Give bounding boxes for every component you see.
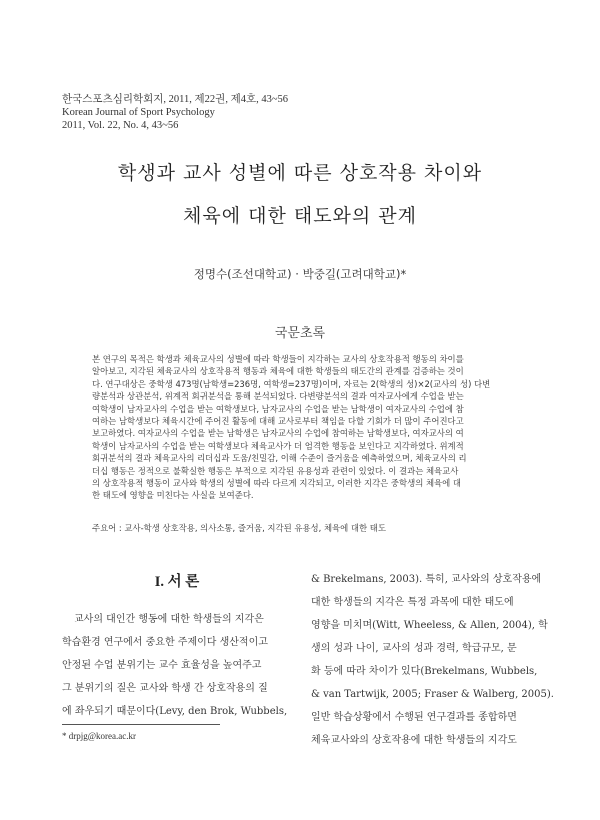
abstract-line: 알아보고, 지각된 체육교사의 상호작용적 행동과 체육에 대한 학생들의 태도간의 관계를 검증하는 것이: [92, 366, 464, 377]
abstract-line: 더십 행동은 정적으로 불확실한 행동은 부적으로 지각된 유용성과 관련이 있었다. 이 결과는 체육교사: [92, 465, 459, 476]
footnote-divider: [62, 724, 220, 725]
abstract-heading: 국문초록: [274, 326, 326, 341]
paper-title-line-2: 체육에 대한 태도와의 관계: [182, 205, 417, 227]
body-line: 일반 학습상황에서 수행된 연구결과를 종합하면: [311, 712, 517, 723]
keywords: 주요어 : 교사-학생 상호작용, 의사소통, 즐거움, 지각된 유용성, 체육에 대한 태도: [92, 523, 386, 533]
abstract-line: 다. 연구대상은 중학생 473명(남학생=236명, 여학생=237명)이며, 자료는 2(학생의 성)×2(교사의 성) 다변: [92, 378, 491, 389]
abstract-body: [92, 353, 512, 502]
body-line: 교사의 대인간 행동에 대한 학생들의 지각은: [74, 614, 264, 625]
body-line: 영향을 미치며(Witt, Wheeless, & Allen, 2004), 학: [311, 620, 548, 631]
abstract-line: 여하는 남학생보다 체육시간에 주어진 활동에 대해 교사로부터 책임을 다할 기회가 더 많이 주어진다고: [92, 416, 464, 427]
body-left-column: [62, 608, 292, 723]
journal-header: [62, 93, 288, 132]
body-line: & van Tartwijk, 2005; Fraser & Walberg, 2005).: [311, 689, 554, 700]
section-title: I. 서 론: [154, 574, 200, 590]
abstract-line: 본 연구의 목적은 학생과 체육교사의 성별에 따라 학생들이 지각하는 교사의 상호작용적 행동의 차이를: [92, 354, 464, 364]
footnote-email: * drpjg@korea.ac.kr: [62, 731, 137, 741]
body-line: 화 등에 따라 차이가 있다(Brekelmans, Wubbels,: [311, 666, 538, 677]
authors: 정명수(조선대학교) · 박중길(고려대학교)*: [193, 267, 407, 281]
body-line: 에 좌우되기 때문이다(Levy, den Brok, Wubbels,: [62, 706, 288, 717]
abstract-line: 학생이 남자교사의 수업을 받는 여학생보다 체육교사가 더 엄격한 행동을 보인다고 지각하였다. 위계적: [92, 440, 464, 451]
journal-header-english: Korean Journal of Sport Psychology: [62, 107, 215, 118]
abstract-line: 의 상호작용적 행동이 교사와 학생의 성별에 따라 다르게 지각되고, 이러한 지각은 중학생의 체육에 대: [92, 478, 461, 489]
body-line: 안정된 수업 분위기는 교수 효율성을 높여주고: [62, 660, 262, 671]
journal-header-korean: 한국스포츠심리학회지, 2011, 제22권, 제4호, 43~56: [62, 94, 289, 105]
journal-volume: 2011, Vol. 22, No. 4, 43~56: [62, 120, 179, 131]
body-line: 그 분위기의 질은 교사와 학생 간 상호작용의 질: [62, 683, 268, 694]
paper-title-line-1: 학생과 교사 성별에 따른 상호작용 차이와: [117, 162, 483, 184]
abstract-line: 보고하였다. 여자교사의 수업을 받는 남학생은 남자교사의 수업에 참여하는 남학생보다, 여자교사의 여: [92, 428, 464, 439]
body-line: 생의 성과 나이, 교사의 성과 경력, 학급규모, 문: [311, 643, 517, 654]
abstract-line: 회귀분석의 결과 체육교사의 리더십과 도움/친밀감, 이해 수준이 즐거움을 예측하였으며, 체육교사의 리: [92, 453, 467, 464]
abstract-line: 량분석과 상관분석, 위계적 회귀분석을 통해 분석되었다. 다변량분석의 결과 여자교사에게 수업을 받는: [92, 391, 464, 402]
body-line: 체육교사와의 상호작용에 대한 학생들의 지각도: [311, 735, 517, 746]
abstract-line: 한 태도에 영향을 미친다는 사실을 보여준다.: [92, 490, 254, 501]
abstract-line: 여학생이 남자교사의 수업을 받는 여학생보다, 남자교사의 수업을 받는 남학생이 여자교사의 수업에 참: [92, 403, 464, 414]
body-line: 학습환경 연구에서 중요한 주제이다 생산적이고: [62, 637, 268, 648]
body-line: 대한 학생들의 지각은 특정 과목에 대한 태도에: [311, 597, 514, 608]
body-right-column: [311, 568, 554, 752]
body-line: & Brekelmans, 2003). 특히, 교사와의 상호작용에: [311, 574, 542, 585]
